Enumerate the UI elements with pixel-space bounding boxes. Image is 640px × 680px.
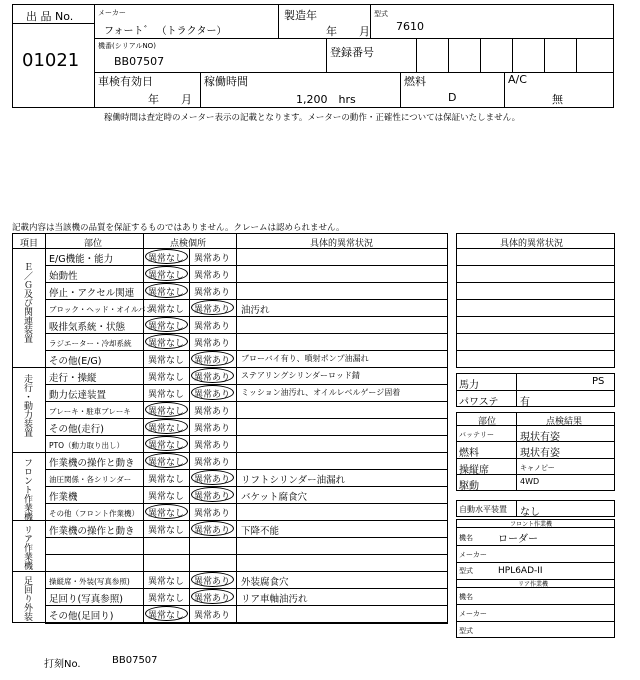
battery-value: 現状有姿	[520, 432, 560, 443]
row-detail: ステアリングシリンダーロッド錆	[241, 371, 360, 380]
front-name-value: ローダー	[498, 534, 538, 545]
normal-selected-mark	[145, 504, 188, 519]
row-part: ラジエーター・冷却系統	[49, 339, 132, 348]
hours-label: 稼働時間	[204, 75, 248, 88]
abnormal-option[interactable]: 異常あり	[194, 305, 231, 315]
row-part: その他(足回り)	[49, 611, 114, 622]
row-part: 操縦席・外装(写真参照)	[49, 577, 130, 586]
reg-label: 登録番号	[330, 46, 374, 59]
normal-option[interactable]: 異常なし	[148, 254, 185, 264]
drive-label: 駆動	[459, 481, 479, 492]
normal-selected-mark	[145, 453, 188, 468]
category-chassis: 足回り外装	[22, 576, 32, 621]
normal-option[interactable]: 異常なし	[148, 492, 185, 502]
row-detail: ミッション油汚れ、オイルレベルゲージ固着	[241, 388, 401, 397]
abnormal-option[interactable]: 異常あり	[194, 373, 231, 383]
abnormal-option[interactable]: 異常あり	[194, 441, 231, 451]
fuel-label: 燃料	[404, 75, 426, 88]
normal-option[interactable]: 異常なし	[148, 322, 185, 332]
normal-option[interactable]: 異常なし	[148, 594, 185, 604]
abnormal-option[interactable]: 異常あり	[194, 339, 231, 349]
normal-option[interactable]: 異常なし	[148, 373, 185, 383]
model-value: 7610	[396, 20, 424, 33]
normal-selected-mark	[145, 402, 188, 417]
lot-number: 01021	[22, 50, 80, 71]
rear-model-label: 型式	[459, 627, 473, 635]
abnormal-selected-mark	[191, 572, 234, 587]
abnormal-option[interactable]: 異常あり	[194, 271, 231, 281]
right-detail-box	[456, 233, 615, 368]
normal-option[interactable]: 異常なし	[148, 475, 185, 485]
power-value: PS	[592, 376, 605, 387]
row-detail: リア車軸油汚れ	[241, 594, 308, 605]
row-part: 作業機の操作と動き	[49, 526, 135, 537]
header-detail: 具体的異常状況	[310, 239, 374, 249]
fuel-check-value: 現状有姿	[520, 448, 560, 459]
abnormal-option[interactable]: 異常あり	[194, 254, 231, 264]
normal-selected-mark	[145, 606, 188, 621]
abnormal-option[interactable]: 異常あり	[194, 475, 231, 485]
abnormal-option[interactable]: 異常あり	[194, 424, 231, 434]
rear-implement-title: リア作業機	[518, 581, 549, 588]
abnormal-selected-mark	[191, 368, 234, 383]
powersteer-value: 有	[520, 397, 530, 408]
powersteer-label: パワステ	[459, 397, 499, 408]
hours-value: 1,200 hrs	[296, 93, 356, 106]
stamp-value: BB07507	[112, 655, 158, 666]
category-drive: 走行・動力装置	[22, 374, 32, 437]
right-detail-header: 具体的異常状況	[500, 239, 564, 249]
normal-option[interactable]: 異常なし	[148, 458, 185, 468]
abnormal-option[interactable]: 異常あり	[194, 526, 231, 536]
abnormal-option[interactable]: 異常あり	[194, 594, 231, 604]
row-part: PTO（動力取り出し）	[49, 441, 125, 450]
header-check: 点検個所	[170, 239, 207, 249]
normal-option[interactable]: 異常なし	[148, 441, 185, 451]
normal-selected-mark	[145, 249, 188, 264]
ac-label: A/C	[508, 73, 527, 86]
category-rear: リア作業機	[22, 525, 32, 570]
normal-selected-mark	[145, 419, 188, 434]
row-part: E/G機能・能力	[49, 254, 114, 265]
normal-option[interactable]: 異常なし	[148, 271, 185, 281]
row-part: 走行・操縦	[49, 373, 97, 384]
abnormal-option[interactable]: 異常あり	[194, 492, 231, 502]
battery-label: バッテリー	[459, 431, 494, 439]
hours-note: 稼働時間は査定時のメーター表示の記載となります。メーターの動作・正確性については保証いたしません。	[104, 113, 521, 123]
normal-option[interactable]: 異常なし	[148, 305, 185, 315]
abnormal-selected-mark	[191, 589, 234, 604]
header-part: 部位	[84, 239, 103, 249]
row-detail: 外装腐食穴	[241, 577, 289, 588]
row-detail: 油汚れ	[241, 305, 270, 316]
row-detail: 下降不能	[241, 526, 280, 537]
abnormal-selected-mark	[191, 351, 234, 366]
normal-option[interactable]: 異常なし	[148, 339, 185, 349]
maker-value: フォート゛ （トラクター）	[104, 26, 227, 37]
row-part: その他(E/G)	[49, 356, 102, 367]
lot-label: 出 品 No.	[26, 10, 74, 23]
abnormal-selected-mark	[191, 521, 234, 536]
stamp-label: 打刻No.	[44, 659, 81, 670]
abnormal-selected-mark	[191, 300, 234, 315]
normal-selected-mark	[145, 266, 188, 281]
row-part: その他(走行)	[49, 424, 104, 435]
row-part: ブロック・ヘッド・オイルパン	[49, 305, 153, 314]
row-part: 始動性	[49, 271, 78, 282]
row-part: その他（フロント作業機）	[49, 509, 139, 518]
serial-label: 機番(シリアルNO)	[98, 42, 156, 50]
normal-option[interactable]: 異常なし	[148, 611, 185, 621]
row-part: 作業機の操作と動き	[49, 458, 135, 469]
front-implement-title: フロント作業機	[510, 521, 553, 528]
auto-level-value: なし	[520, 507, 540, 518]
abnormal-selected-mark	[191, 487, 234, 502]
maker-label: メーカー	[98, 9, 126, 17]
front-name-label: 機名	[459, 534, 473, 542]
normal-selected-mark	[145, 283, 188, 298]
header-item: 項目	[20, 239, 39, 249]
row-part: 吸排気系統・状態	[49, 322, 126, 333]
abnormal-option[interactable]: 異常あり	[194, 577, 231, 587]
category-engine: Ｅ／Ｇ及び関連装置	[22, 262, 32, 343]
fuel-check-label: 燃料	[459, 448, 479, 459]
rear-maker-label: メーカー	[459, 610, 487, 618]
row-detail: ブローバイ有り、噴射ポンプ油漏れ	[241, 354, 369, 363]
normal-option[interactable]: 異常なし	[148, 577, 185, 587]
row-detail: リフトシリンダー油漏れ	[241, 475, 346, 486]
model-label: 型式	[374, 10, 388, 18]
normal-option[interactable]: 異常なし	[148, 509, 185, 519]
fuel-value: D	[448, 91, 457, 104]
abnormal-option[interactable]: 異常あり	[194, 611, 231, 621]
row-detail: バケット腐食穴	[241, 492, 308, 503]
row-part: ブレーキ・駐車ブレーキ	[49, 407, 131, 416]
abnormal-option[interactable]: 異常あり	[194, 458, 231, 468]
abnormal-option[interactable]: 異常あり	[194, 509, 231, 519]
abnormal-option[interactable]: 異常あり	[194, 390, 231, 400]
abnormal-option[interactable]: 異常あり	[194, 322, 231, 332]
row-part: 停止・アクセル関連	[49, 288, 135, 299]
ac-value: 無	[552, 93, 563, 106]
normal-option[interactable]: 異常なし	[148, 526, 185, 536]
category-front: フロント作業機	[22, 458, 32, 521]
front-maker-label: メーカー	[459, 551, 487, 559]
year-label: 製造年	[284, 9, 317, 22]
normal-option[interactable]: 異常なし	[148, 407, 185, 417]
normal-selected-mark	[145, 317, 188, 332]
abnormal-option[interactable]: 異常あり	[194, 356, 231, 366]
disclaimer: 記載内容は当該機の品質を保証するものではありません。クレームは認められません。	[12, 223, 345, 233]
row-part: 動力伝達装置	[49, 390, 107, 401]
abnormal-selected-mark	[191, 470, 234, 485]
row-part: 足回り(写真参照)	[49, 594, 123, 605]
normal-option[interactable]: 異常なし	[148, 356, 185, 366]
abnormal-selected-mark	[191, 385, 234, 400]
inspect-value: 年 月	[148, 93, 192, 106]
auto-level-label: 自動水平装置	[459, 505, 507, 514]
power-label: 馬力	[459, 380, 479, 391]
result-header: 点検結果	[546, 417, 583, 427]
abnormal-option[interactable]: 異常あり	[194, 407, 231, 417]
row-part: 作業機	[49, 492, 78, 503]
front-model-value: HPL6AD-II	[498, 566, 543, 576]
rear-name-label: 機名	[459, 593, 473, 601]
normal-option[interactable]: 異常なし	[148, 424, 185, 434]
drive-value: 4WD	[520, 477, 540, 486]
result-part-header: 部位	[478, 417, 497, 427]
front-model-label: 型式	[459, 567, 473, 575]
normal-option[interactable]: 異常なし	[148, 390, 185, 400]
abnormal-option[interactable]: 異常あり	[194, 288, 231, 298]
seat-value: キャノピー	[520, 464, 555, 472]
serial-value: BB07507	[114, 55, 165, 68]
seat-label: 操縦席	[459, 465, 489, 476]
normal-selected-mark	[145, 436, 188, 451]
row-part: 油圧関係・各シリンダー	[49, 475, 132, 484]
inspect-label: 車検有効日	[98, 75, 153, 88]
year-value: 年 月	[326, 25, 370, 38]
normal-selected-mark	[145, 334, 188, 349]
normal-option[interactable]: 異常なし	[148, 288, 185, 298]
